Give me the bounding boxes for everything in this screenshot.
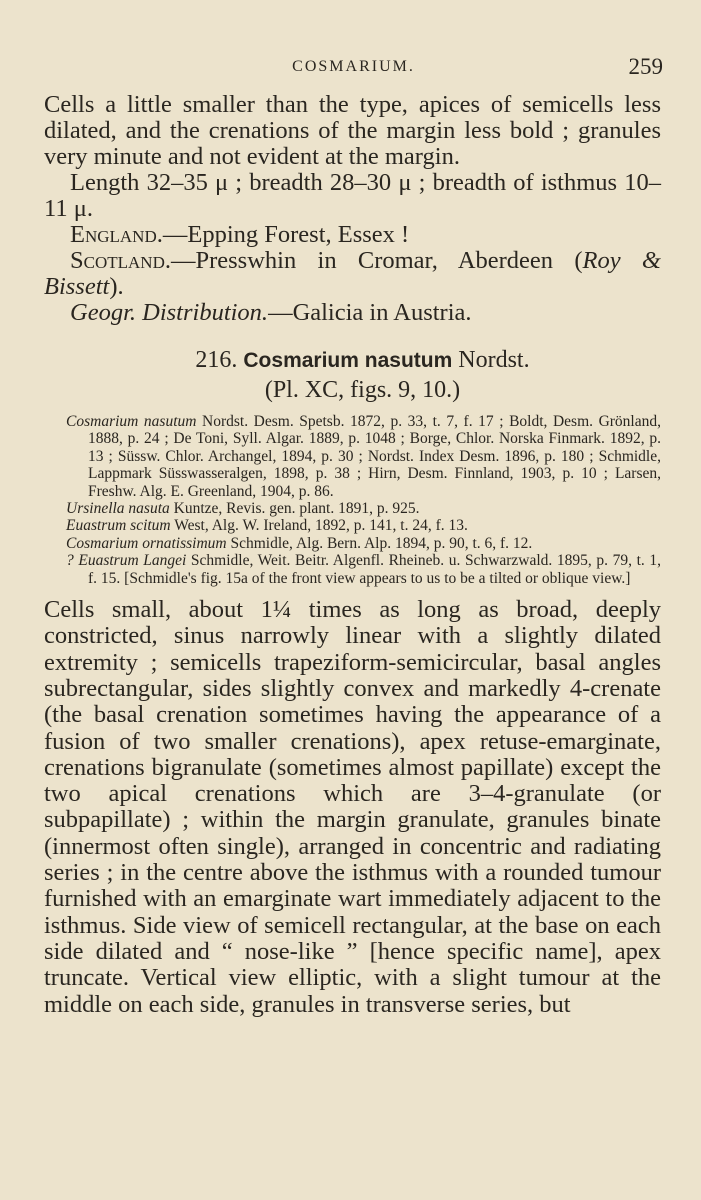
england-text: —Epping Forest, Essex ! <box>162 221 410 248</box>
synonym-citation: Schmidle, Alg. Bern. Alp. 1894, p. 90, t. 6, f. 12. <box>226 534 533 552</box>
species-author: Nordst. <box>458 347 530 373</box>
description-text: Cells small, about 1¼ times as long as broad, deeply constricted, sinus narrowly linear with a slightly dilated extremity ; semicells trapeziform-semicircular, basal angles subrectangular, sides slightly convex and markedly 4-crenate (the basal crenation sometimes having the appearance of a fusion of two smaller crenations), apex retuse-emarginate, crenations bigranulate (sometimes almost papillate) except the two apical crenations which are 3–4-granulate (or subpapillate) ; within the margin granulate, granules binate (innermost often single), arranged in concentric and radiating series ; in the centre above the isthmus with a rounded tumour furnished with an emarginate wart immediately adjacent to the isthmus. Side view of semicell rectangular, at the base on each side dilated and “ nose-like ” [hence specific name], apex truncate. Vertical view elliptic, with a slight tumour at the middle on each side, granules in transverse series, but <box>44 596 661 1018</box>
section-spacer <box>44 326 661 346</box>
variety-measurements: Length 32–35 μ ; breadth 28–30 μ ; breadth of isthmus 10–11 μ. <box>44 169 661 222</box>
species-name: Cosmarium nasutum <box>243 349 453 372</box>
scotland-authors: Roy & Bissett <box>44 247 661 300</box>
synonym-citation: West, Alg. W. Ireland, 1892, p. 141, t. 24, f. 13. <box>170 517 468 535</box>
synonym-name: ? Euastrum Langei <box>66 552 187 570</box>
synonym-entry <box>66 413 661 500</box>
scotland-text: —Presswhin in Cromar, Aberdeen ( <box>170 247 583 274</box>
variety-description: Cells a little smaller than the type, apices of semicells less dilated, and the crenations of the margin less bold ; granules very minute and not evident at the margin. <box>44 91 661 170</box>
scotland-label: Scotland. <box>70 247 171 274</box>
species-heading <box>44 346 661 375</box>
synonym-entry <box>66 535 661 552</box>
england-locality <box>44 222 661 248</box>
synonym-name: Ursinella nasuta <box>66 500 170 518</box>
page-number: 259 <box>628 54 663 79</box>
page-header <box>44 56 663 82</box>
distribution-label: Geogr. Distribution. <box>70 299 269 326</box>
synonym-citation: Nordst. Desm. Spetsb. 1872, p. 33, t. 7, f. 17 ; Boldt, Desm. Grönland, 1888, p. 24 ; De Toni, Syll. Algar. 1889, p. 1048 ; Borge, Chlor. Norska Finmark. 1892, p. 13 ; Süssw. Chlor. Archangel, 1894, p. 30 ; Nordst. Index Desm. 1896, p. 180 ; Schmidle, Lappmark Süsswasseralgen, 1898, p. 38 ; Hirn, Desm. Finnland, 1903, p. 10 ; Larsen, Freshw. Alg. E. Greenland, 1904, p. 86. <box>88 413 661 500</box>
synonym-citation: Kuntze, Revis. gen. plant. 1891, p. 925. <box>169 500 420 518</box>
scotland-close: ). <box>109 273 124 300</box>
synonym-name: Cosmarium ornatissimum <box>66 534 227 552</box>
page-body <box>44 92 661 1018</box>
distribution-text: —Galicia in Austria. <box>268 299 472 326</box>
synonym-name: Cosmarium nasutum <box>66 413 197 430</box>
synonym-name: Euastrum scitum <box>66 517 171 535</box>
species-number: 216. <box>195 347 238 373</box>
scotland-locality <box>44 248 661 300</box>
running-title: COSMARIUM. <box>292 58 415 75</box>
synonym-citation: Schmidle, Weit. Beitr. Algenfl. Rheineb. u. Schwarzwald. 1895, p. 79, t. 1, f. 15. [Schmidle's fig. 15a of the front view appears to us to be a tilted or oblique view.] <box>88 552 661 587</box>
species-description <box>44 597 661 1018</box>
england-label: England. <box>70 221 163 248</box>
synonymy <box>44 413 661 587</box>
synonym-entry <box>66 552 661 587</box>
synonym-entry <box>66 517 661 534</box>
geographic-distribution <box>44 300 661 326</box>
synonym-entry <box>66 500 661 517</box>
plate-reference: (Pl. XC, figs. 9, 10.) <box>264 377 461 403</box>
